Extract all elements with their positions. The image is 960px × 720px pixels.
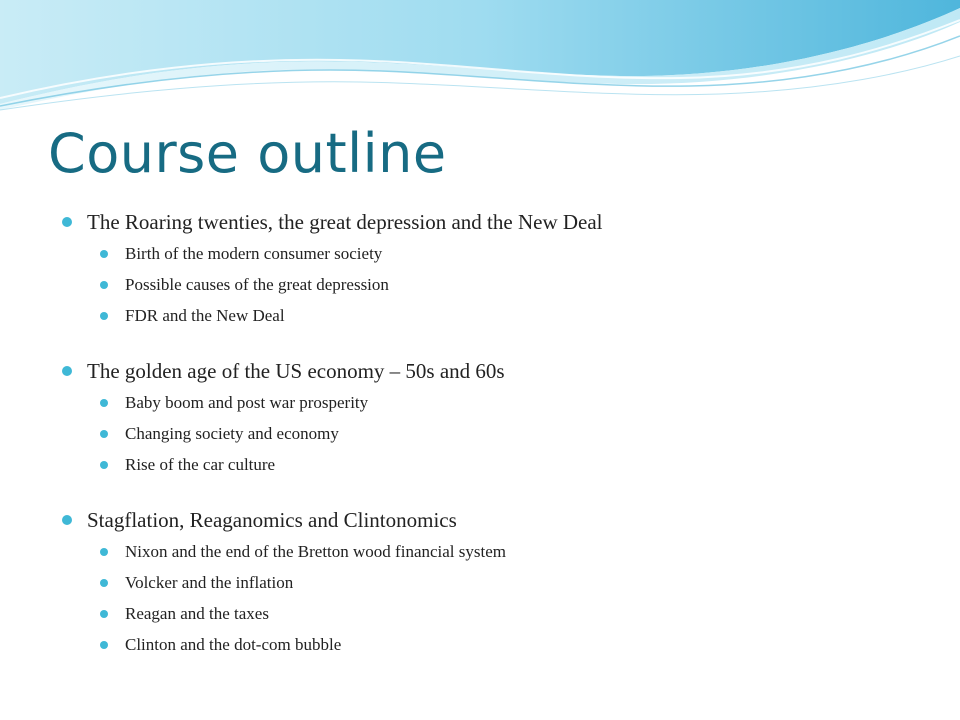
course-outline-list <box>62 206 942 684</box>
list-item <box>100 269 942 300</box>
bullet-icon <box>100 548 108 556</box>
outline-section <box>62 206 942 331</box>
list-item <box>100 598 942 629</box>
list-item-text: Birth of the modern consumer society <box>125 244 383 263</box>
list-item <box>100 387 942 418</box>
list-item <box>100 418 942 449</box>
subitem-list <box>62 387 942 480</box>
bullet-icon <box>100 281 108 289</box>
list-item <box>100 629 942 660</box>
list-item <box>100 300 942 331</box>
bullet-icon <box>62 366 72 376</box>
bullet-icon <box>100 461 108 469</box>
list-item <box>100 567 942 598</box>
section-heading: The Roaring twenties, the great depression and the New Deal <box>87 210 603 234</box>
subitem-list <box>62 238 942 331</box>
list-item-text: Nixon and the end of the Bretton wood financial system <box>125 542 506 561</box>
section-heading-row <box>62 355 942 387</box>
list-item-text: Rise of the car culture <box>125 455 276 474</box>
bullet-icon <box>62 217 72 227</box>
section-heading: The golden age of the US economy – 50s and 60s <box>87 359 505 383</box>
list-item <box>100 238 942 269</box>
bullet-icon <box>100 641 108 649</box>
outline-section <box>62 504 942 660</box>
list-item-text: Changing society and economy <box>125 424 339 443</box>
list-item-text: Reagan and the taxes <box>125 604 269 623</box>
slide-title: Course outline <box>48 122 447 185</box>
list-item-text: Possible causes of the great depression <box>125 275 389 294</box>
bullet-icon <box>100 399 108 407</box>
list-item-text: Volcker and the inflation <box>125 573 294 592</box>
section-heading: Stagflation, Reaganomics and Clintonomics <box>87 508 457 532</box>
list-item-text: FDR and the New Deal <box>125 306 285 325</box>
section-heading-row <box>62 206 942 238</box>
list-item-text: Clinton and the dot-com bubble <box>125 635 342 654</box>
bullet-icon <box>100 312 108 320</box>
section-heading-row <box>62 504 942 536</box>
decorative-wave-banner <box>0 0 960 115</box>
list-item-text: Baby boom and post war prosperity <box>125 393 369 412</box>
outline-section <box>62 355 942 480</box>
bullet-icon <box>100 579 108 587</box>
list-item <box>100 536 942 567</box>
bullet-icon <box>100 610 108 618</box>
list-item <box>100 449 942 480</box>
bullet-icon <box>62 515 72 525</box>
subitem-list <box>62 536 942 660</box>
bullet-icon <box>100 430 108 438</box>
bullet-icon <box>100 250 108 258</box>
